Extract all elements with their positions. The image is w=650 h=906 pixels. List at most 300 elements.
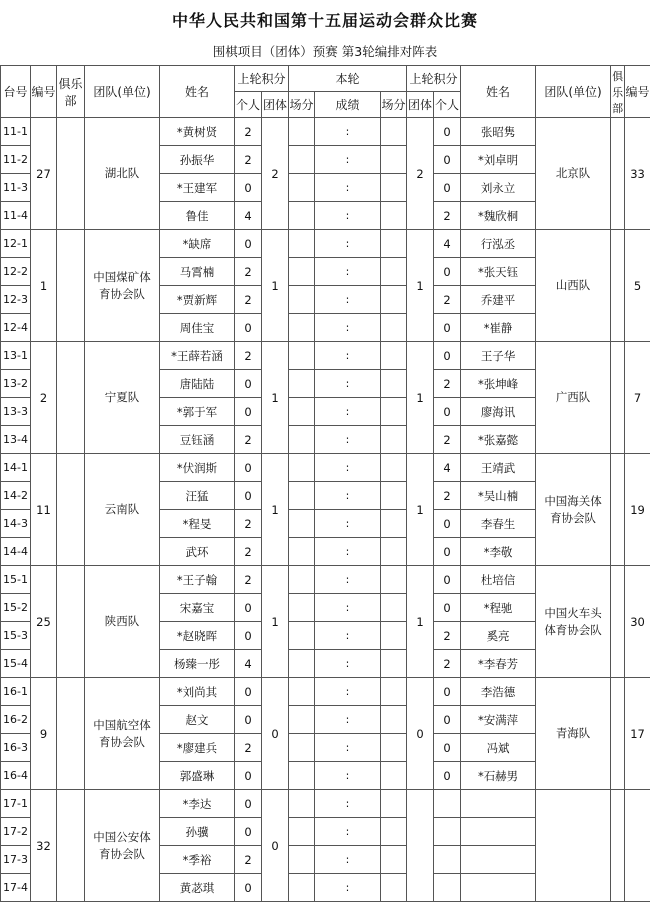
right-games-cell bbox=[381, 454, 407, 482]
right-team-number bbox=[625, 790, 650, 902]
score-cell: : bbox=[315, 286, 381, 314]
left-team-points: 2 bbox=[262, 118, 289, 230]
left-games-cell bbox=[289, 258, 315, 286]
right-games-cell bbox=[381, 342, 407, 370]
score-cell: : bbox=[315, 678, 381, 706]
left-player-name: 孙骥 bbox=[160, 818, 235, 846]
left-player-points: 2 bbox=[235, 538, 262, 566]
right-team-name: 中国火车头体育协会队 bbox=[536, 566, 611, 678]
header-games-right: 场分 bbox=[381, 92, 407, 118]
left-team-number: 1 bbox=[31, 230, 57, 342]
board-number-cell: 12-3 bbox=[1, 286, 31, 314]
left-games-cell bbox=[289, 678, 315, 706]
right-club-cell bbox=[611, 454, 625, 566]
left-club-cell bbox=[57, 566, 85, 678]
board-number-cell: 13-2 bbox=[1, 370, 31, 398]
pairing-table bbox=[0, 65, 650, 902]
left-team-points: 1 bbox=[262, 566, 289, 678]
header-team-points-left: 团体 bbox=[262, 92, 289, 118]
right-player-points: 0 bbox=[434, 510, 461, 538]
right-team-name: 山西队 bbox=[536, 230, 611, 342]
board-number-cell: 16-3 bbox=[1, 734, 31, 762]
left-player-points: 0 bbox=[235, 314, 262, 342]
right-player-points: 0 bbox=[434, 174, 461, 202]
left-player-name: 赵文 bbox=[160, 706, 235, 734]
right-team-name: 青海队 bbox=[536, 678, 611, 790]
left-games-cell bbox=[289, 118, 315, 146]
left-player-points: 2 bbox=[235, 258, 262, 286]
left-team-number: 32 bbox=[31, 790, 57, 902]
table-row bbox=[1, 342, 650, 370]
left-player-points: 0 bbox=[235, 454, 262, 482]
right-player-points: 4 bbox=[434, 454, 461, 482]
right-games-cell bbox=[381, 706, 407, 734]
right-player-name: *刘卓明 bbox=[461, 146, 536, 174]
left-games-cell bbox=[289, 510, 315, 538]
right-team-points: 1 bbox=[407, 566, 434, 678]
score-cell: : bbox=[315, 706, 381, 734]
right-player-points: 2 bbox=[434, 482, 461, 510]
header-team-points-right: 团体 bbox=[407, 92, 434, 118]
left-player-name: 马霄楠 bbox=[160, 258, 235, 286]
score-cell: : bbox=[315, 174, 381, 202]
right-games-cell bbox=[381, 482, 407, 510]
left-player-points: 0 bbox=[235, 790, 262, 818]
right-player-points: 2 bbox=[434, 370, 461, 398]
header-name-left: 姓名 bbox=[160, 66, 235, 118]
right-games-cell bbox=[381, 510, 407, 538]
left-games-cell bbox=[289, 734, 315, 762]
board-number-cell: 17-4 bbox=[1, 874, 31, 902]
left-player-name: *李达 bbox=[160, 790, 235, 818]
right-player-name: 乔建平 bbox=[461, 286, 536, 314]
right-team-points: 2 bbox=[407, 118, 434, 230]
left-player-name: 杨臻一彤 bbox=[160, 650, 235, 678]
left-player-name: 黄苾琪 bbox=[160, 874, 235, 902]
left-games-cell bbox=[289, 314, 315, 342]
right-player-name: *李敬 bbox=[461, 538, 536, 566]
right-player-name: 冯斌 bbox=[461, 734, 536, 762]
right-player-name: 刘永立 bbox=[461, 174, 536, 202]
score-cell: : bbox=[315, 482, 381, 510]
left-games-cell bbox=[289, 622, 315, 650]
header-number-right: 编号 bbox=[625, 66, 650, 118]
right-team-number: 17 bbox=[625, 678, 650, 790]
right-player-name: *石赫男 bbox=[461, 762, 536, 790]
left-club-cell bbox=[57, 454, 85, 566]
board-number-cell: 15-1 bbox=[1, 566, 31, 594]
left-player-points: 0 bbox=[235, 706, 262, 734]
header-team-left: 团队(单位) bbox=[85, 66, 160, 118]
header-number-left: 编号 bbox=[31, 66, 57, 118]
score-cell: : bbox=[315, 426, 381, 454]
left-player-points: 4 bbox=[235, 650, 262, 678]
table-row bbox=[1, 678, 650, 706]
left-games-cell bbox=[289, 426, 315, 454]
left-games-cell bbox=[289, 706, 315, 734]
right-player-points bbox=[434, 846, 461, 874]
left-player-points: 4 bbox=[235, 202, 262, 230]
table-row bbox=[1, 230, 650, 258]
left-player-points: 0 bbox=[235, 622, 262, 650]
right-player-name: 行泓丞 bbox=[461, 230, 536, 258]
board-number-cell: 15-4 bbox=[1, 650, 31, 678]
left-player-points: 0 bbox=[235, 818, 262, 846]
right-games-cell bbox=[381, 118, 407, 146]
right-games-cell bbox=[381, 538, 407, 566]
header-games-left: 场分 bbox=[289, 92, 315, 118]
left-player-points: 2 bbox=[235, 566, 262, 594]
right-player-points: 2 bbox=[434, 426, 461, 454]
score-cell: : bbox=[315, 762, 381, 790]
right-team-name: 中国海关体育协会队 bbox=[536, 454, 611, 566]
left-player-points: 0 bbox=[235, 398, 262, 426]
left-player-name: *季裕 bbox=[160, 846, 235, 874]
right-player-points bbox=[434, 874, 461, 902]
score-cell: : bbox=[315, 370, 381, 398]
right-club-cell bbox=[611, 342, 625, 454]
right-club-cell bbox=[611, 118, 625, 230]
right-games-cell bbox=[381, 370, 407, 398]
right-games-cell bbox=[381, 650, 407, 678]
board-number-cell: 11-1 bbox=[1, 118, 31, 146]
board-number-cell: 17-2 bbox=[1, 818, 31, 846]
left-player-points: 2 bbox=[235, 846, 262, 874]
board-number-cell: 13-3 bbox=[1, 398, 31, 426]
right-player-points: 0 bbox=[434, 314, 461, 342]
board-number-cell: 15-3 bbox=[1, 622, 31, 650]
left-player-name: 武环 bbox=[160, 538, 235, 566]
header-name-right: 姓名 bbox=[461, 66, 536, 118]
left-games-cell bbox=[289, 538, 315, 566]
right-team-points bbox=[407, 790, 434, 902]
board-number-cell: 17-1 bbox=[1, 790, 31, 818]
score-cell: : bbox=[315, 258, 381, 286]
score-cell: : bbox=[315, 398, 381, 426]
header-personal-right: 个人 bbox=[434, 92, 461, 118]
right-club-cell bbox=[611, 790, 625, 902]
header-board: 台号 bbox=[1, 66, 31, 118]
table-row bbox=[1, 566, 650, 594]
left-games-cell bbox=[289, 202, 315, 230]
left-club-cell bbox=[57, 342, 85, 454]
left-player-points: 2 bbox=[235, 342, 262, 370]
right-player-points: 2 bbox=[434, 286, 461, 314]
right-games-cell bbox=[381, 286, 407, 314]
left-player-name: *程旻 bbox=[160, 510, 235, 538]
right-player-points: 0 bbox=[434, 538, 461, 566]
right-games-cell bbox=[381, 818, 407, 846]
score-cell: : bbox=[315, 594, 381, 622]
right-games-cell bbox=[381, 874, 407, 902]
left-player-points: 0 bbox=[235, 762, 262, 790]
right-player-name: *吴山楠 bbox=[461, 482, 536, 510]
right-player-name: 王子华 bbox=[461, 342, 536, 370]
left-player-name: *王建军 bbox=[160, 174, 235, 202]
board-number-cell: 16-1 bbox=[1, 678, 31, 706]
right-player-name bbox=[461, 818, 536, 846]
score-cell: : bbox=[315, 510, 381, 538]
right-player-points: 2 bbox=[434, 202, 461, 230]
left-games-cell bbox=[289, 398, 315, 426]
left-team-name: 中国煤矿体育协会队 bbox=[85, 230, 160, 342]
board-number-cell: 11-2 bbox=[1, 146, 31, 174]
left-player-points: 0 bbox=[235, 594, 262, 622]
right-player-points: 0 bbox=[434, 342, 461, 370]
right-player-points: 0 bbox=[434, 678, 461, 706]
left-player-points: 0 bbox=[235, 874, 262, 902]
left-player-name: *贾新辉 bbox=[160, 286, 235, 314]
right-games-cell bbox=[381, 594, 407, 622]
right-player-points: 4 bbox=[434, 230, 461, 258]
right-team-points: 1 bbox=[407, 454, 434, 566]
right-player-points: 0 bbox=[434, 762, 461, 790]
left-team-name: 中国航空体育协会队 bbox=[85, 678, 160, 790]
right-games-cell bbox=[381, 734, 407, 762]
left-team-number: 9 bbox=[31, 678, 57, 790]
left-games-cell bbox=[289, 566, 315, 594]
left-player-name: 汪猛 bbox=[160, 482, 235, 510]
score-cell: : bbox=[315, 566, 381, 594]
right-player-points: 0 bbox=[434, 734, 461, 762]
left-games-cell bbox=[289, 286, 315, 314]
score-cell: : bbox=[315, 650, 381, 678]
board-number-cell: 15-2 bbox=[1, 594, 31, 622]
left-player-name: *郭于军 bbox=[160, 398, 235, 426]
left-games-cell bbox=[289, 762, 315, 790]
right-team-number: 5 bbox=[625, 230, 650, 342]
right-games-cell bbox=[381, 314, 407, 342]
left-player-points: 2 bbox=[235, 734, 262, 762]
left-games-cell bbox=[289, 454, 315, 482]
left-team-points: 1 bbox=[262, 454, 289, 566]
right-player-points: 2 bbox=[434, 622, 461, 650]
score-cell: : bbox=[315, 818, 381, 846]
right-player-name bbox=[461, 846, 536, 874]
left-player-name: 鲁佳 bbox=[160, 202, 235, 230]
left-player-name: *伏润斯 bbox=[160, 454, 235, 482]
pairing-table-body bbox=[1, 118, 650, 902]
left-player-name: 周佳宝 bbox=[160, 314, 235, 342]
right-team-number: 30 bbox=[625, 566, 650, 678]
score-cell: : bbox=[315, 846, 381, 874]
left-team-name: 中国公安体育协会队 bbox=[85, 790, 160, 902]
right-games-cell bbox=[381, 426, 407, 454]
left-games-cell bbox=[289, 846, 315, 874]
left-player-points: 2 bbox=[235, 146, 262, 174]
header-personal-left: 个人 bbox=[235, 92, 262, 118]
score-cell: : bbox=[315, 230, 381, 258]
left-team-name: 湖北队 bbox=[85, 118, 160, 230]
board-number-cell: 12-4 bbox=[1, 314, 31, 342]
left-player-name: 宋嘉宝 bbox=[160, 594, 235, 622]
right-player-name: *李春芳 bbox=[461, 650, 536, 678]
left-club-cell bbox=[57, 790, 85, 902]
score-cell: : bbox=[315, 146, 381, 174]
left-player-name: *王薛若涵 bbox=[160, 342, 235, 370]
left-team-number: 2 bbox=[31, 342, 57, 454]
left-games-cell bbox=[289, 342, 315, 370]
right-games-cell bbox=[381, 398, 407, 426]
score-cell: : bbox=[315, 874, 381, 902]
right-team-number: 19 bbox=[625, 454, 650, 566]
right-team-points: 0 bbox=[407, 678, 434, 790]
header-this-round: 本轮 bbox=[289, 66, 407, 92]
right-games-cell bbox=[381, 174, 407, 202]
score-cell: : bbox=[315, 622, 381, 650]
right-games-cell bbox=[381, 146, 407, 174]
right-team-name: 北京队 bbox=[536, 118, 611, 230]
right-games-cell bbox=[381, 202, 407, 230]
right-player-name: *张天钰 bbox=[461, 258, 536, 286]
right-player-name bbox=[461, 790, 536, 818]
board-number-cell: 17-3 bbox=[1, 846, 31, 874]
left-player-points: 2 bbox=[235, 426, 262, 454]
board-number-cell: 14-3 bbox=[1, 510, 31, 538]
right-player-name: *安满萍 bbox=[461, 706, 536, 734]
right-player-name: *崔静 bbox=[461, 314, 536, 342]
board-number-cell: 12-2 bbox=[1, 258, 31, 286]
left-team-name: 陕西队 bbox=[85, 566, 160, 678]
right-team-number: 33 bbox=[625, 118, 650, 230]
table-row bbox=[1, 454, 650, 482]
board-number-cell: 14-1 bbox=[1, 454, 31, 482]
left-team-points: 0 bbox=[262, 678, 289, 790]
right-player-points: 0 bbox=[434, 566, 461, 594]
right-team-points: 1 bbox=[407, 230, 434, 342]
left-games-cell bbox=[289, 818, 315, 846]
score-cell: : bbox=[315, 454, 381, 482]
table-row bbox=[1, 790, 650, 818]
left-player-name: *缺席 bbox=[160, 230, 235, 258]
header-club-left: 俱乐部 bbox=[57, 66, 85, 118]
table-row bbox=[1, 118, 650, 146]
right-games-cell bbox=[381, 622, 407, 650]
left-team-number: 11 bbox=[31, 454, 57, 566]
left-games-cell bbox=[289, 146, 315, 174]
header-score: 成绩 bbox=[315, 92, 381, 118]
right-player-name: *张嘉懿 bbox=[461, 426, 536, 454]
header-team-right: 团队(单位) bbox=[536, 66, 611, 118]
score-cell: : bbox=[315, 202, 381, 230]
right-player-points: 0 bbox=[434, 706, 461, 734]
left-team-points: 0 bbox=[262, 790, 289, 902]
page-subtitle: 围棋项目（团体）预赛 第3轮编排对阵表 bbox=[212, 44, 438, 59]
right-player-points: 0 bbox=[434, 258, 461, 286]
left-player-name: 郭盛琳 bbox=[160, 762, 235, 790]
left-games-cell bbox=[289, 370, 315, 398]
board-number-cell: 12-1 bbox=[1, 230, 31, 258]
right-player-points bbox=[434, 790, 461, 818]
right-team-points: 1 bbox=[407, 342, 434, 454]
left-player-name: *黄树贤 bbox=[160, 118, 235, 146]
right-player-name: 李浩德 bbox=[461, 678, 536, 706]
left-games-cell bbox=[289, 874, 315, 902]
right-player-points: 0 bbox=[434, 118, 461, 146]
left-player-name: *赵晓晖 bbox=[160, 622, 235, 650]
right-club-cell bbox=[611, 678, 625, 790]
header-prev-points-left: 上轮积分 bbox=[235, 66, 289, 92]
page-title: 中华人民共和国第十五届运动会群众比赛 bbox=[171, 11, 478, 30]
left-player-name: *廖建兵 bbox=[160, 734, 235, 762]
left-club-cell bbox=[57, 230, 85, 342]
left-player-points: 2 bbox=[235, 510, 262, 538]
board-number-cell: 14-2 bbox=[1, 482, 31, 510]
board-number-cell: 11-3 bbox=[1, 174, 31, 202]
left-player-name: 唐陆陆 bbox=[160, 370, 235, 398]
right-team-name bbox=[536, 790, 611, 902]
left-games-cell bbox=[289, 594, 315, 622]
header-club-right: 俱乐部 bbox=[611, 66, 625, 118]
right-team-name: 广西队 bbox=[536, 342, 611, 454]
right-games-cell bbox=[381, 566, 407, 594]
left-player-name: 豆钰涵 bbox=[160, 426, 235, 454]
right-club-cell bbox=[611, 230, 625, 342]
right-player-name: 奚亮 bbox=[461, 622, 536, 650]
left-player-name: *王子翰 bbox=[160, 566, 235, 594]
score-cell: : bbox=[315, 734, 381, 762]
right-player-points: 0 bbox=[434, 594, 461, 622]
right-player-name: *程驰 bbox=[461, 594, 536, 622]
right-player-points: 0 bbox=[434, 398, 461, 426]
right-club-cell bbox=[611, 566, 625, 678]
board-number-cell: 13-4 bbox=[1, 426, 31, 454]
left-team-number: 27 bbox=[31, 118, 57, 230]
left-player-points: 0 bbox=[235, 370, 262, 398]
right-player-points: 2 bbox=[434, 650, 461, 678]
score-cell: : bbox=[315, 342, 381, 370]
left-player-points: 0 bbox=[235, 482, 262, 510]
right-player-points bbox=[434, 818, 461, 846]
left-team-points: 1 bbox=[262, 230, 289, 342]
right-player-name: 廖海讯 bbox=[461, 398, 536, 426]
right-player-name: 王靖武 bbox=[461, 454, 536, 482]
left-player-points: 2 bbox=[235, 118, 262, 146]
right-games-cell bbox=[381, 790, 407, 818]
left-player-name: 孙振华 bbox=[160, 146, 235, 174]
right-player-name: 李春生 bbox=[461, 510, 536, 538]
left-club-cell bbox=[57, 118, 85, 230]
right-games-cell bbox=[381, 230, 407, 258]
left-games-cell bbox=[289, 790, 315, 818]
board-number-cell: 14-4 bbox=[1, 538, 31, 566]
right-player-name: *张坤峰 bbox=[461, 370, 536, 398]
board-number-cell: 16-4 bbox=[1, 762, 31, 790]
right-games-cell bbox=[381, 258, 407, 286]
score-cell: : bbox=[315, 314, 381, 342]
right-games-cell bbox=[381, 846, 407, 874]
left-games-cell bbox=[289, 174, 315, 202]
score-cell: : bbox=[315, 118, 381, 146]
right-player-name: 张昭隽 bbox=[461, 118, 536, 146]
left-games-cell bbox=[289, 482, 315, 510]
left-team-points: 1 bbox=[262, 342, 289, 454]
right-games-cell bbox=[381, 762, 407, 790]
right-player-name: *魏欣桐 bbox=[461, 202, 536, 230]
left-player-points: 0 bbox=[235, 230, 262, 258]
board-number-cell: 13-1 bbox=[1, 342, 31, 370]
left-player-points: 0 bbox=[235, 678, 262, 706]
left-club-cell bbox=[57, 678, 85, 790]
left-team-name: 宁夏队 bbox=[85, 342, 160, 454]
left-games-cell bbox=[289, 230, 315, 258]
header-prev-points-right: 上轮积分 bbox=[407, 66, 461, 92]
left-player-points: 2 bbox=[235, 286, 262, 314]
left-player-points: 0 bbox=[235, 174, 262, 202]
right-games-cell bbox=[381, 678, 407, 706]
left-games-cell bbox=[289, 650, 315, 678]
left-team-number: 25 bbox=[31, 566, 57, 678]
